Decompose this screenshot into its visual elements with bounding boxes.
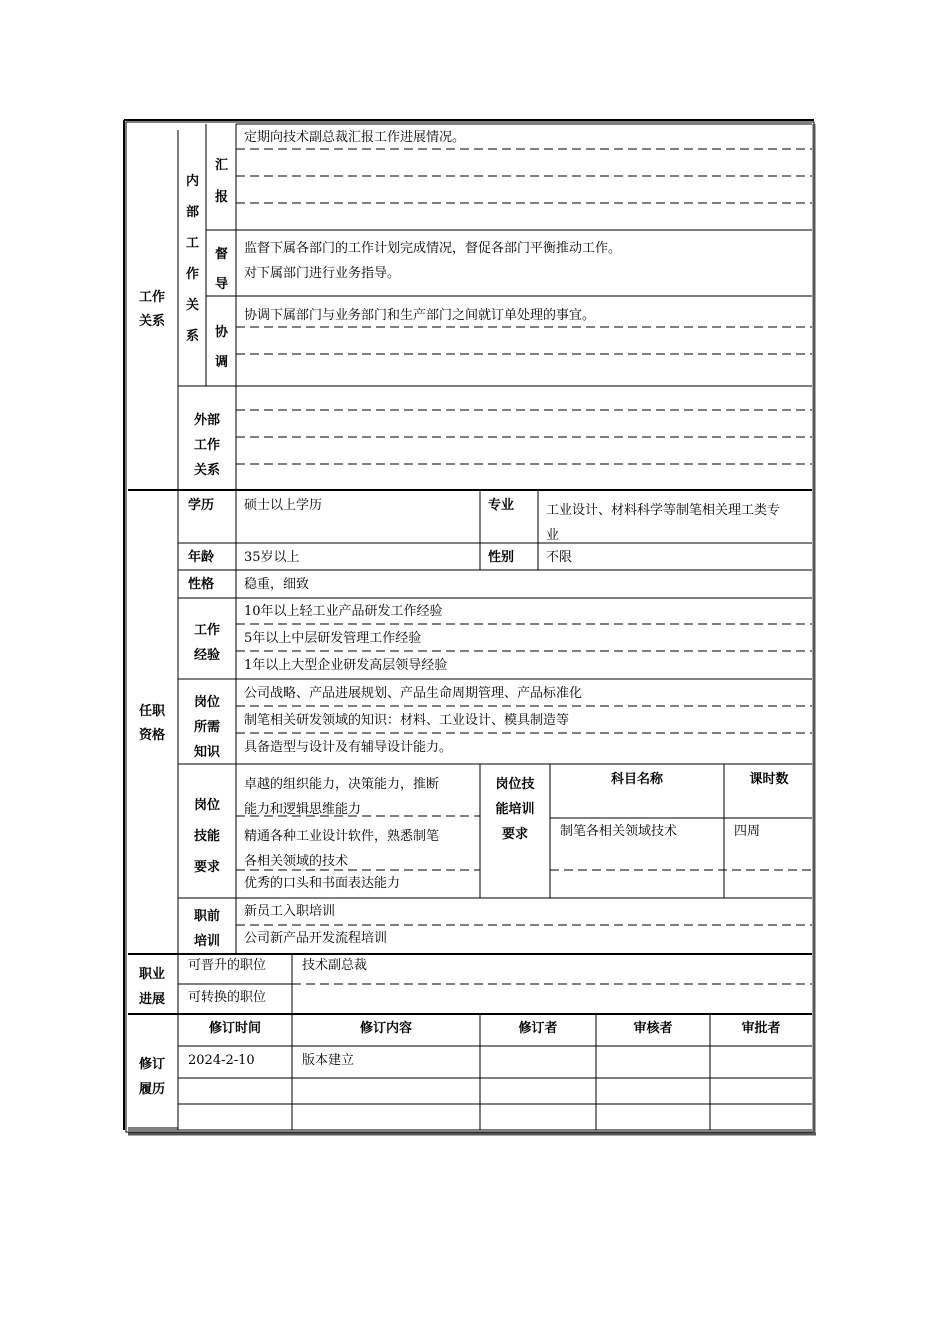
experience-line: 10年以上轻工业产品研发工作经验 [244, 604, 443, 619]
revision-col-header: 修订内容 [359, 1021, 412, 1036]
pre-training-label: 职前 培训 [193, 909, 220, 949]
training-hours-header: 课时数 [749, 772, 789, 787]
revision-cell: 版本建立 [302, 1053, 355, 1068]
skills-line: 卓越的组织能力，决策能力，推断 能力和逻辑思维能力 [244, 777, 440, 817]
age-value: 35岁以上 [244, 550, 300, 565]
career-label: 职业 进展 [138, 967, 165, 1007]
training-hours: 四周 [734, 824, 761, 839]
knowledge-line: 具备造型与设计及有辅导设计能力。 [244, 740, 453, 755]
personality-label: 性格 [188, 577, 215, 592]
gender-value: 不限 [546, 550, 573, 565]
knowledge-label: 岗位 所需 知识 [193, 695, 220, 760]
education-label: 学历 [188, 498, 215, 513]
supervise-line: 对下属部门进行业务指导。 [244, 266, 401, 281]
experience-line: 5年以上中层研发管理工作经验 [244, 631, 422, 646]
internal-relations-label: 内部工作关系 [186, 174, 200, 344]
education-value: 硕士以上学历 [244, 498, 323, 513]
revision-cell: 2024-2-10 [188, 1053, 255, 1068]
revision-label: 修订 履历 [138, 1057, 165, 1097]
experience-line: 1年以上大型企业研发高层领导经验 [244, 658, 448, 673]
training-subject-header: 科目名称 [610, 772, 663, 787]
coordinate-line: 协调下属部门与业务部门和生产部门之间就订单处理的事宜。 [244, 308, 596, 323]
qualifications-label: 任职 资格 [138, 704, 165, 743]
transfer-label: 可转换的职位 [188, 990, 267, 1005]
knowledge-line: 制笔相关研发领域的知识：材料、工业设计、模具制造等 [244, 713, 570, 728]
pre-training-line: 新员工入职培训 [244, 904, 336, 919]
revision-col-header: 修订时间 [208, 1021, 261, 1036]
age-label: 年龄 [188, 550, 215, 565]
experience-label: 工作 经验 [193, 623, 220, 663]
pre-training-line: 公司新产品开发流程培训 [244, 931, 388, 946]
skills-label: 岗位 技能 要求 [193, 798, 220, 875]
knowledge-line: 公司战略、产品进展规划、产品生命周期管理、产品标准化 [244, 686, 583, 701]
coordinate-label: 协调 [215, 325, 229, 370]
revision-col-header: 审批者 [741, 1021, 781, 1036]
promote-label: 可晋升的职位 [188, 958, 267, 973]
revision-col-header: 审核者 [633, 1021, 673, 1036]
supervise-line: 监督下属各部门的工作计划完成情况，督促各部门平衡推动工作。 [244, 241, 622, 256]
gender-label: 性别 [488, 550, 515, 565]
report-line: 定期向技术副总裁汇报工作进展情况。 [244, 130, 466, 145]
promote-value: 技术副总裁 [302, 958, 368, 973]
major-value: 工业设计、材料科学等制笔相关理工类专 业 [546, 503, 781, 543]
supervise-label: 督导 [215, 247, 229, 292]
training-req-label: 岗位技 能培训 要求 [495, 777, 535, 842]
skills-line: 优秀的口头和书面表达能力 [244, 876, 401, 891]
major-label: 专业 [488, 498, 515, 513]
skills-line: 精通各种工业设计软件，熟悉制笔 各相关领域的技术 [244, 829, 440, 869]
report-label: 汇报 [215, 158, 229, 205]
training-subject: 制笔各相关领域技术 [560, 824, 678, 839]
work-relations-label: 工作 关系 [138, 290, 165, 329]
external-relations-label: 外部 工作 关系 [193, 413, 220, 478]
revision-col-header: 修订者 [518, 1021, 558, 1036]
personality-value: 稳重，细致 [244, 577, 310, 592]
